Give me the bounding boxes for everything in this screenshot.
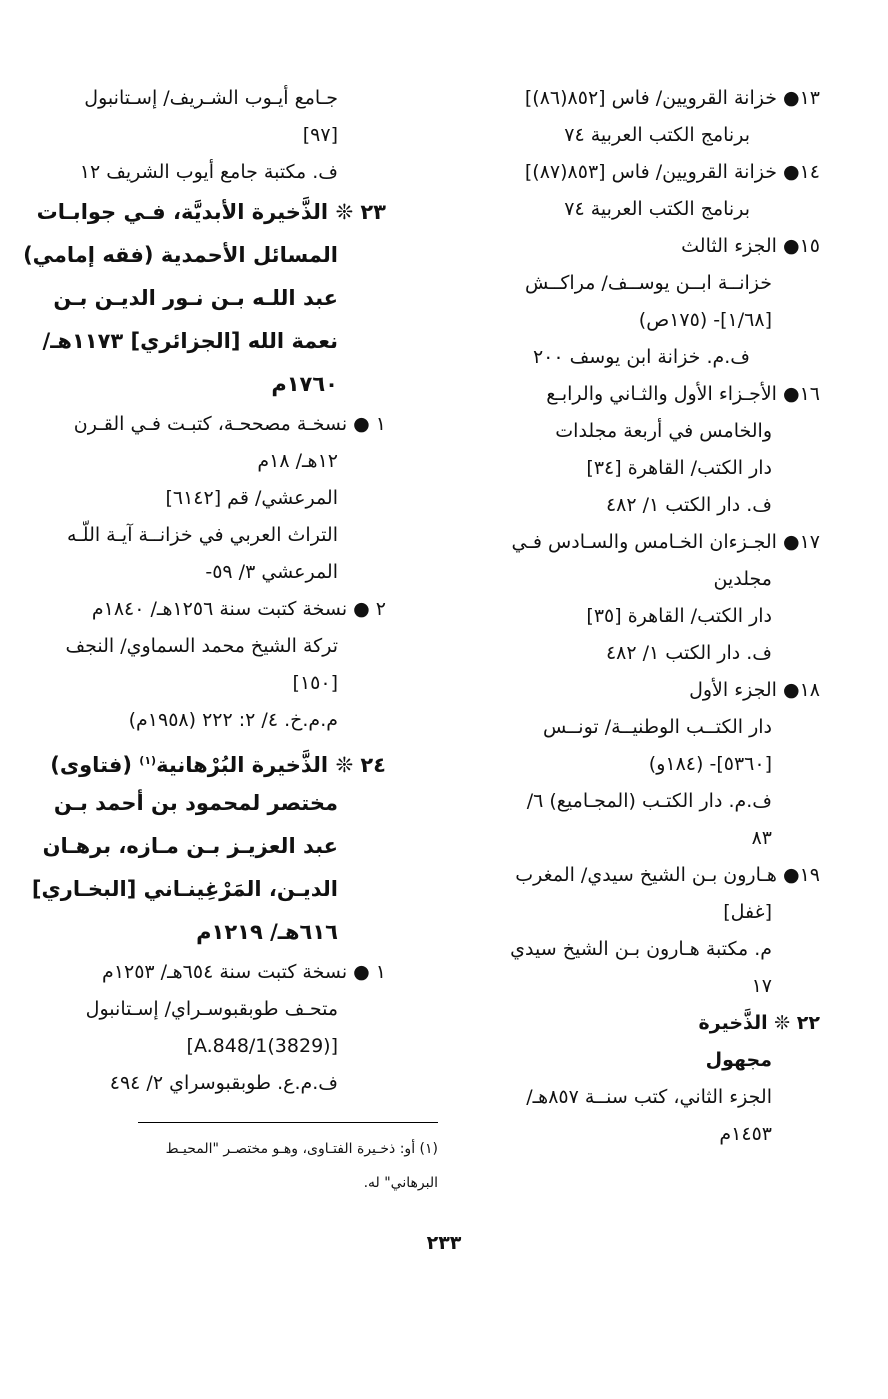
- entry-18-line-2: دار الكتــب الوطنيــة/ تونــس: [542, 716, 772, 738]
- entry-23-title-line-1: ٢٣ ❊ الذَّخيرة الأبديَّة، فـي جوابـات: [36, 200, 386, 224]
- entry-15-line-3: [١/٦٨]- (١٧٥ص): [638, 309, 772, 331]
- entry-24-author-line-3: الديـن، المَرْغِينـاني [البخـاري]: [31, 877, 338, 901]
- entry-23-copy-1-line-1: ١ ● نسخـة مصححـة، كتبـت فـي القـرن: [73, 413, 386, 435]
- entry-13-line-2: برنامج الكتب العربية ٧٤: [564, 124, 750, 146]
- entry-19-line-2: [غفل]: [723, 901, 772, 923]
- entry-13-line-1: ١٣● خزانة القرويين/ فاس [٨٥٢(٨٦)]: [524, 87, 820, 109]
- entry-17-line-1: ١٧● الجـزءان الخـامس والسـادس فـي: [511, 531, 820, 553]
- entry-24-copy-1-line-1: ١ ● نسخة كتبت سنة ٦٥٤هـ/ ١٢٥٣م: [102, 961, 386, 983]
- entry-23-copy-1-line-5: المرعشي ٣/ ٥٩-: [205, 561, 338, 583]
- entry-18-line-4: ف.م. دار الكتـب (المجـاميع) ٦/: [526, 790, 772, 812]
- footnote-line-1: (١) أو: ذخـيرة الفتـاوى، وهـو مختصـر "المحيـط: [165, 1141, 438, 1157]
- entry-22-heading: ٢٢ ❊ الذَّخيرة: [698, 1012, 820, 1034]
- entry-23-author-line-3: ١٧٦٠م: [271, 372, 338, 396]
- page-number: ٢٣٣: [426, 1232, 462, 1254]
- entry-17-line-2: مجلدين: [713, 568, 772, 590]
- entry-24-copy-1-line-3: [A.848/1(3829)]: [186, 1035, 338, 1057]
- entry-24-copy-1-line-4: ف.م.ع. طوبقبوسراي ٢/ ٤٩٤: [109, 1072, 338, 1094]
- entry-16-line-2: والخامس في أربعة مجلدات: [555, 420, 772, 442]
- entry-23-copy-2-line-4: م.م.خ. ٤/ ٢: ٢٢٢ (١٩٥٨م): [128, 709, 338, 731]
- continued-line-3: ف. مكتبة جامع أيوب الشريف ١٢: [79, 161, 338, 183]
- entry-23-copy-1-line-2: ١٢هـ/ ١٨م: [257, 450, 338, 472]
- right-column: [460, 80, 820, 1153]
- entry-23-copy-1-line-3: المرعشي/ قم [٦١٤٢]: [165, 487, 338, 509]
- entry-18-line-5: ٨٣: [751, 827, 772, 849]
- entry-24-title: ٢٤ ❊ الذَّخيرة البُرْهانية: [156, 753, 386, 777]
- entry-18-line-3: [٥٣٦٠]- (١٨٤و): [648, 753, 772, 775]
- entry-16-line-3: دار الكتب/ القاهرة [٣٤]: [586, 457, 772, 479]
- continued-line-1: جـامع أيـوب الشـريف/ إسـتانبول: [84, 87, 338, 109]
- entry-24-author-line-2: عبد العزيـز بـن مـازه، برهـان: [42, 834, 338, 858]
- entry-17-line-3: دار الكتب/ القاهرة [٣٥]: [586, 605, 772, 627]
- entry-23-author-line-2: نعمة الله [الجزائري] ١١٧٣هـ/: [42, 329, 338, 353]
- entry-23-copy-1-line-4: التراث العربي في خزانــة آيـة اللّـه: [67, 524, 338, 546]
- entry-19-line-4: ١٧: [751, 975, 772, 997]
- entry-23-copy-2-line-2: تركة الشيخ محمد السماوي/ النجف: [65, 635, 338, 657]
- entry-22-line-2: ١٤٥٣م: [719, 1123, 772, 1145]
- left-column: [23, 80, 386, 1102]
- entry-23-title-line-2: المسائل الأحمدية (فقه إمامي): [23, 243, 338, 267]
- entry-14-line-1: ١٤● خزانة القرويين/ فاس [٨٥٣(٨٧)]: [524, 161, 820, 183]
- entry-17-line-4: ف. دار الكتب ١/ ٤٨٢: [605, 642, 772, 664]
- footnote-line-2: البرهاني" له.: [363, 1175, 438, 1191]
- entry-24-author-line-1: مختصر لمحمود بن أحمد بـن: [53, 791, 338, 815]
- entry-16-line-4: ف. دار الكتب ١/ ٤٨٢: [605, 494, 772, 516]
- entry-24-author-line-4: ٦١٦هـ/ ١٢١٩م: [196, 920, 338, 944]
- entry-15-line-4: ف.م. خزانة ابن يوسف ٢٠٠: [532, 346, 750, 368]
- entry-23-copy-2-line-3: [١٥٠]: [292, 672, 338, 694]
- entry-22-line-1: الجزء الثاني، كتب سنــة ٨٥٧هـ/: [526, 1086, 772, 1108]
- continued-line-2: [٩٧]: [302, 124, 338, 146]
- entry-15-line-1: ١٥● الجزء الثالث: [681, 235, 820, 257]
- entry-24-subject: (فتاوى): [50, 753, 140, 777]
- entry-24-copy-1-line-2: متحـف طوبقبوسـراي/ إسـتانبول: [85, 998, 338, 1020]
- entry-22-author: مجهول: [705, 1049, 772, 1071]
- footnote: [138, 1132, 438, 1200]
- footnote-divider: [138, 1122, 438, 1123]
- entry-19-line-3: م. مكتبة هـارون بـن الشيخ سيدي: [510, 938, 772, 960]
- footnote-ref: (١): [139, 754, 157, 767]
- entry-23-copy-2-line-1: ٢ ● نسخة كتبت سنة ١٢٥٦هـ/ ١٨٤٠م: [91, 598, 386, 620]
- entry-19-line-1: ١٩● هـارون بـن الشيخ سيدي/ المغرب: [515, 864, 820, 886]
- entry-15-line-2: خزانــة ابــن يوســف/ مراكــش: [525, 272, 772, 294]
- entry-14-line-2: برنامج الكتب العربية ٧٤: [564, 198, 750, 220]
- entry-24-title-line-1: [50, 739, 386, 782]
- entry-18-line-1: ١٨● الجزء الأول: [689, 679, 820, 701]
- entry-23-author-line-1: عبد اللـه بـن نـور الديـن بـن: [53, 286, 338, 310]
- entry-16-line-1: ١٦● الأجـزاء الأول والثـاني والرابـع: [546, 383, 820, 405]
